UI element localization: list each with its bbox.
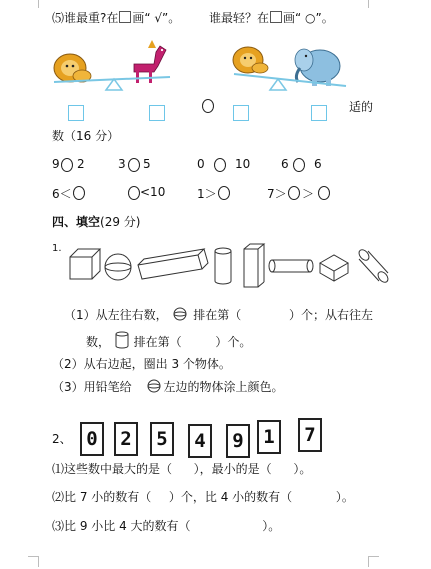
compare-left-value: 9 [52, 157, 60, 171]
q2-sub3 [52, 517, 280, 534]
question-number: 1. [52, 243, 62, 254]
q2-sub2-suffix: ）。 [335, 490, 354, 504]
solid-shapes-row-illustration [66, 241, 396, 289]
compare-circle[interactable] [128, 158, 140, 172]
lion-icon [54, 54, 91, 82]
q1-sub1-prefix: （1）从左往右数， [64, 308, 168, 322]
compare-left-value: 6 [281, 157, 289, 171]
q2-sub1-prefix: ⑴这些数中最大的是（ [52, 462, 173, 476]
corner-mark-bottom-left [28, 556, 39, 567]
compare-circle[interactable] [128, 186, 140, 200]
compare-row-2 [52, 185, 372, 201]
compare-circle[interactable] [73, 186, 85, 200]
compare-right-value: 6 [314, 157, 322, 171]
q1-sub2: （2）从右边起，圈出 3 个物体。 [52, 357, 231, 371]
compare-circle[interactable] [318, 186, 330, 200]
answer-box-horse[interactable] [149, 105, 165, 121]
lion-icon [233, 47, 268, 73]
number-card: 2 [114, 422, 138, 456]
cylinder-horizontal-icon [269, 260, 313, 272]
small-cube-icon [320, 255, 348, 281]
number-card: 1 [257, 420, 281, 454]
section-heading [52, 213, 140, 230]
compare-right-value: 2 [77, 157, 85, 171]
q2-sub2-middle: ）个，比 4 小的数有（ [168, 490, 293, 504]
q2-sub1-suffix: ）。 [293, 462, 312, 476]
answer-box-elephant[interactable] [311, 105, 327, 121]
compare-circle[interactable] [218, 186, 230, 200]
compare-right-value: 5 [143, 157, 151, 171]
tilted-cylinder-icon [357, 248, 390, 284]
compare-expression: 1＞ [197, 187, 217, 201]
compare-left-value: 3 [118, 157, 126, 171]
cylinder-icon [215, 248, 231, 284]
q2-sub2-prefix: ⑵比 7 小的数有（ [52, 490, 152, 504]
answer-box-lion[interactable] [68, 105, 84, 121]
answer-box-lion-2[interactable] [233, 105, 249, 121]
compare-circle[interactable] [202, 99, 214, 113]
compare-intro-tail: 适的 [349, 100, 374, 114]
q1-sub1-line1 [64, 306, 373, 323]
compare-expression: <10 [140, 185, 166, 199]
compare-row-1 [52, 157, 352, 173]
q1-sub3 [52, 378, 283, 395]
answer-box-icon [119, 11, 131, 23]
compare-right-value: 10 [235, 157, 251, 171]
q5-heavy-prompt [52, 9, 180, 26]
q2-sub3-suffix: ）。 [262, 519, 281, 533]
q1-sub1-line2-suffix: ）个。 [215, 335, 252, 349]
q1-sub3-prefix: （3）用铅笔给 [52, 380, 132, 394]
compare-expression: 7＞ [267, 187, 287, 201]
q1-sub1-suffix: ）个；从右往左 [288, 308, 373, 322]
q2-sub2 [52, 488, 354, 505]
answer-box-icon [270, 11, 282, 23]
number-card: 9 [226, 424, 250, 458]
q5-light-text: 谁最轻？在 [209, 11, 270, 25]
cube-icon [70, 249, 100, 279]
corner-mark-top-left [28, 0, 39, 8]
compare-intro-score: 数（16 分） [52, 129, 120, 143]
q2-sub3-prefix: ⑶比 9 小比 4 大的数有（ [52, 519, 191, 533]
compare-expression: ＞ [302, 187, 315, 201]
corner-mark-bottom-right [368, 556, 379, 567]
section-score: (29 分) [100, 215, 141, 229]
cylinder-icon [114, 331, 130, 349]
section-title: 四、填空 [52, 215, 101, 229]
q1-sub1-line2-prefix: 数， [86, 335, 111, 349]
q2-sub1 [52, 460, 311, 477]
compare-circle[interactable] [61, 158, 73, 172]
q5-heavy-text: ⑸谁最重?在 [52, 11, 119, 25]
number-card: 0 [80, 422, 104, 456]
q1-sub1-rank-label: 排在第（ [193, 308, 242, 322]
q1-sub1-line2-rank-label: 排在第（ [133, 335, 182, 349]
number-card: 4 [188, 424, 212, 458]
sphere-icon [145, 379, 163, 393]
q2-sub1-middle: ），最小的是（ [193, 462, 272, 476]
compare-expression: 6＜ [52, 187, 72, 201]
compare-circle[interactable] [214, 158, 226, 172]
tall-cuboid-icon [244, 244, 264, 287]
compare-circle[interactable] [288, 186, 300, 200]
q1-sub1-line2 [86, 331, 251, 350]
q1-sub3-suffix: 左边的物体涂上颜色。 [163, 380, 284, 394]
question-number: 2、 [52, 432, 72, 446]
corner-mark-top-right [368, 0, 379, 8]
q5-light-mark: 画“ ○”。 [283, 11, 334, 25]
compare-left-value: 0 [197, 157, 205, 171]
cuboid-icon [138, 249, 208, 279]
sphere-icon [171, 307, 189, 321]
number-card: 7 [298, 418, 322, 452]
q5-light-prompt [209, 9, 334, 26]
sphere-icon [105, 254, 131, 280]
compare-circle[interactable] [293, 158, 305, 172]
q5-heavy-mark: 画“ √”。 [132, 11, 181, 25]
number-card: 5 [150, 422, 174, 456]
